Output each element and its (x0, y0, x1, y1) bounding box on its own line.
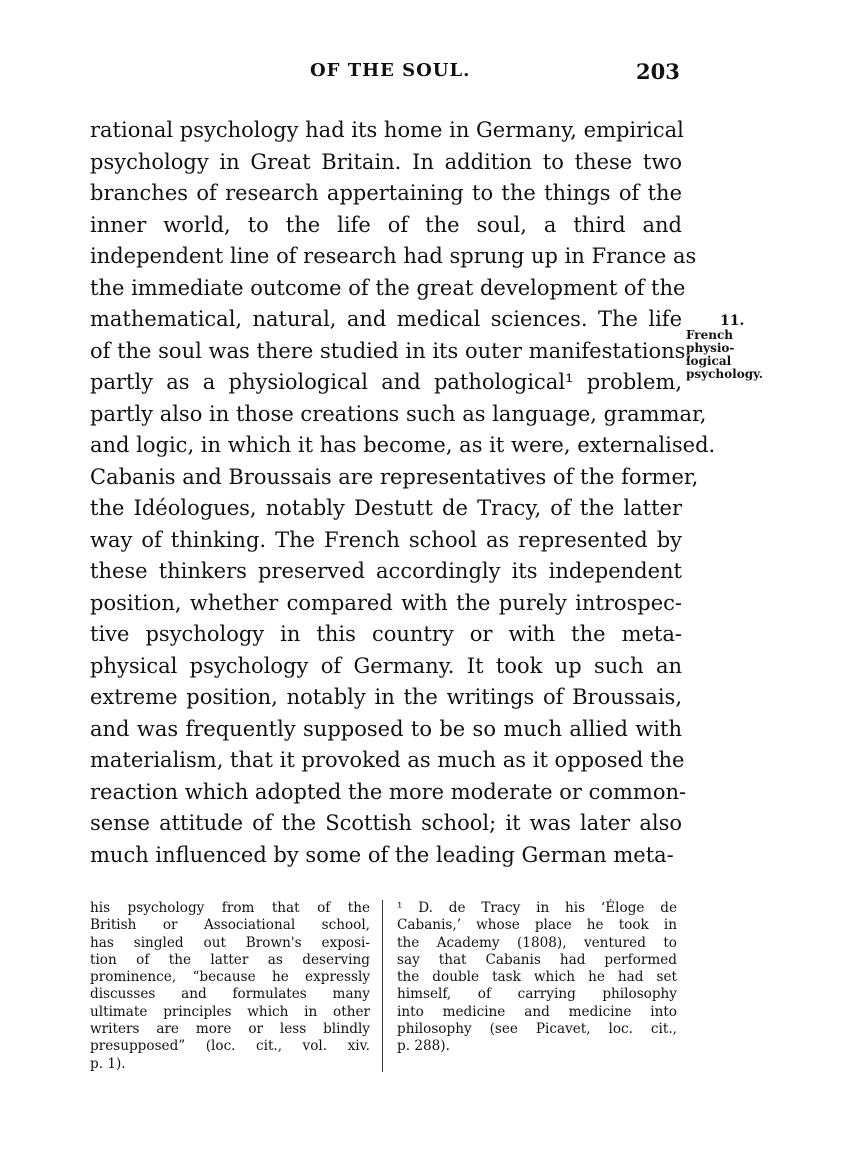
body-line: and logic, in which it has become, as it were, externalised. (90, 433, 716, 457)
footnote-line: discusses and formulates many (90, 986, 370, 1003)
margin-note (686, 313, 763, 381)
margin-note-line: logical (686, 354, 732, 368)
footnote-line: say that Cabanis had performed (397, 951, 677, 968)
body-line: much influenced by some of the leading German meta- (90, 842, 674, 867)
margin-note-line: French (686, 328, 734, 342)
footnote-line: himself, of carrying philosophy (397, 986, 677, 1003)
body-line: psychology in Great Britain. In addition to these two (90, 149, 682, 174)
body-line: materialism, that it provoked as much as it opposed the (90, 748, 685, 772)
page-number: 203 (636, 59, 680, 84)
footnote-line: ultimate principles which in other (90, 1003, 370, 1020)
footnote-line: has singled out Brown's exposi- (90, 934, 370, 951)
footnote-right (397, 900, 677, 1056)
footnote-line: British or Associational school, (90, 917, 370, 934)
running-title: OF THE SOUL. (310, 60, 471, 81)
body-line: independent line of research had sprung up in France as (90, 244, 697, 268)
footnote-line: the double task which he had set (397, 969, 677, 986)
footnote-line: writers are more or less blindly (90, 1021, 370, 1038)
footnote-left (90, 900, 370, 1073)
body-line: of the soul was there studied in its outer manifestations, (90, 338, 693, 363)
footnote-line: tion of the latter as deserving (90, 951, 370, 968)
body-line: physical psychology of Germany. It took up such an (90, 653, 682, 678)
body-line: sense attitude of the Scottish school; it was later also (90, 811, 682, 835)
footnote-line: p. 1). (90, 1055, 126, 1072)
body-line: position, whether compared with the purely introspec- (90, 590, 682, 615)
footnote-line: the Academy (1808), ventured to (397, 934, 677, 951)
body-line: way of thinking. The French school as represented by (90, 527, 682, 552)
body-line: rational psychology had its home in Germany, empirical (90, 118, 684, 142)
footnote-column-divider (382, 900, 383, 1072)
body-line: mathematical, natural, and medical sciences. The life (90, 307, 682, 331)
margin-note-line: psychology. (686, 367, 763, 381)
body-line: Cabanis and Broussais are representatives of the former, (90, 464, 699, 489)
footnote-line: philosophy (see Picavet, loc. cit., (397, 1021, 677, 1038)
body-line: partly as a physiological and pathological¹ problem, (90, 370, 682, 394)
body-line: the immediate outcome of the great development of the (90, 275, 686, 300)
body-line: reaction which adopted the more moderate or common- (90, 779, 687, 804)
body-line: partly also in those creations such as language, grammar, (90, 401, 707, 426)
footnote-line: Cabanis,’ whose place he took in (397, 917, 677, 934)
margin-note-number: 11. (720, 313, 745, 329)
footnote-line: presupposed” (loc. cit., vol. xiv. (90, 1038, 370, 1055)
footnote-line: prominence, “because he expressly (90, 969, 370, 986)
body-line: and was frequently supposed to be so much allied with (90, 716, 682, 741)
footnote-line: ¹ D. de Tracy in his ‘Éloge de (397, 900, 677, 916)
body-line: tive psychology in this country or with the meta- (90, 622, 682, 646)
body-line: branches of research appertaining to the things of the (90, 181, 682, 205)
body-text (90, 115, 716, 871)
body-line: extreme position, notably in the writings of Broussais, (90, 685, 682, 709)
footnote-line: his psychology from that of the (90, 900, 370, 916)
footnote-line: into medicine and medicine into (397, 1003, 677, 1020)
margin-note-line: physio- (686, 341, 735, 355)
body-line: the Idéologues, notably Destutt de Tracy, of the latter (90, 496, 682, 520)
footnote-line: p. 288). (397, 1038, 450, 1055)
body-line: these thinkers preserved accordingly its independent (90, 559, 682, 583)
body-line: inner world, to the life of the soul, a third and (90, 212, 682, 237)
